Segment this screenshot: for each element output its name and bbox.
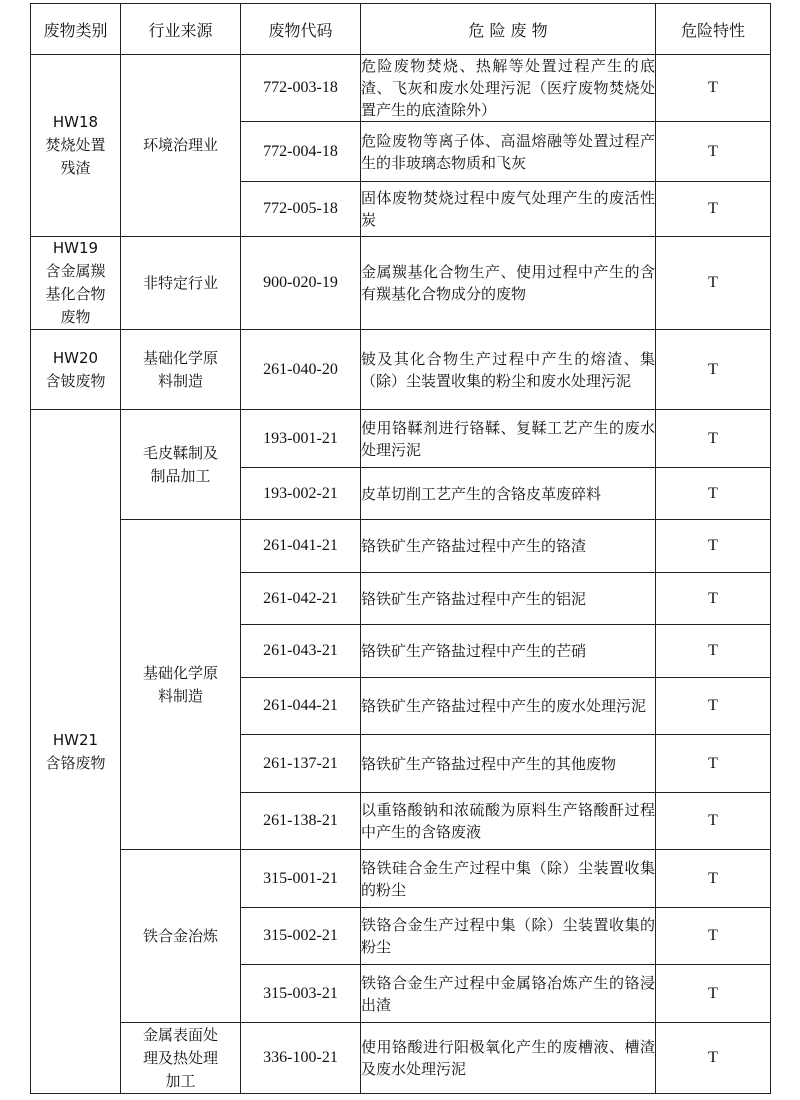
hazard-characteristic-cell: T: [656, 793, 771, 850]
hazard-characteristic-cell: T: [656, 182, 771, 237]
waste-description-cell: 固体废物焚烧过程中废气处理产生的废活性炭: [361, 182, 656, 237]
table-row: [31, 330, 771, 410]
hazard-characteristic-cell: T: [656, 965, 771, 1023]
waste-code-cell: 261-044-21: [241, 678, 361, 735]
waste-description-cell: 铁铬合金生产过程中集（除）尘装置收集的粉尘: [361, 908, 656, 965]
industry-source-cell: 非特定行业: [121, 237, 241, 330]
waste-code-cell: 900-020-19: [241, 237, 361, 330]
waste-code-cell: 261-043-21: [241, 625, 361, 678]
hazard-characteristic-cell: T: [656, 625, 771, 678]
waste-category-cell: HW20 含铍废物: [31, 330, 121, 410]
industry-source-cell: 铁合金冶炼: [121, 850, 241, 1023]
hazard-characteristic-cell: T: [656, 908, 771, 965]
waste-description-cell: 铁铬合金生产过程中金属铬冶炼产生的铬浸出渣: [361, 965, 656, 1023]
hazard-characteristic-cell: T: [656, 1023, 771, 1094]
waste-description-cell: 铬铁硅合金生产过程中集（除）尘装置收集的粉尘: [361, 850, 656, 908]
waste-code-cell: 193-002-21: [241, 468, 361, 520]
hazard-characteristic-cell: T: [656, 735, 771, 793]
hazard-characteristic-cell: T: [656, 55, 771, 122]
hazard-characteristic-cell: T: [656, 850, 771, 908]
header-characteristic: 危险特性: [656, 4, 771, 55]
waste-description-cell: 以重铬酸钠和浓硫酸为原料生产铬酸酐过程中产生的含铬废液: [361, 793, 656, 850]
waste-code-cell: 772-004-18: [241, 122, 361, 182]
waste-description-cell: 使用铬鞣剂进行铬鞣、复鞣工艺产生的废水处理污泥: [361, 410, 656, 468]
table-row: [31, 410, 771, 468]
waste-code-cell: 772-005-18: [241, 182, 361, 237]
header-waste: 危 险 废 物: [361, 4, 656, 55]
hazardous-waste-table: [30, 3, 771, 1094]
table-row: [31, 850, 771, 908]
waste-description-cell: 使用铬酸进行阳极氧化产生的废槽液、槽渣及废水处理污泥: [361, 1023, 656, 1094]
hazard-characteristic-cell: T: [656, 520, 771, 573]
waste-description-cell: 危险废物等离子体、高温熔融等处置过程产生的非玻璃态物质和飞灰: [361, 122, 656, 182]
header-category: 废物类别: [31, 4, 121, 55]
waste-description-cell: 铬铁矿生产铬盐过程中产生的铬渣: [361, 520, 656, 573]
waste-category-cell: HW19 含金属羰 基化合物 废物: [31, 237, 121, 330]
waste-code-cell: 261-137-21: [241, 735, 361, 793]
waste-description-cell: 危险废物焚烧、热解等处置过程产生的底渣、飞灰和废水处理污泥（医疗废物焚烧处置产生的底渣除外）: [361, 55, 656, 122]
waste-code-cell: 261-042-21: [241, 573, 361, 625]
header-row: [31, 4, 771, 55]
hazard-characteristic-cell: T: [656, 678, 771, 735]
header-code: 废物代码: [241, 4, 361, 55]
waste-code-cell: 772-003-18: [241, 55, 361, 122]
industry-source-cell: 环境治理业: [121, 55, 241, 237]
waste-description-cell: 皮革切削工艺产生的含铬皮革废碎料: [361, 468, 656, 520]
waste-code-cell: 315-001-21: [241, 850, 361, 908]
waste-code-cell: 193-001-21: [241, 410, 361, 468]
hazard-characteristic-cell: T: [656, 237, 771, 330]
waste-code-cell: 315-003-21: [241, 965, 361, 1023]
industry-source-cell: 毛皮鞣制及 制品加工: [121, 410, 241, 520]
waste-description-cell: 金属羰基化合物生产、使用过程中产生的含有羰基化合物成分的废物: [361, 237, 656, 330]
waste-code-cell: 261-040-20: [241, 330, 361, 410]
table-row: [31, 520, 771, 573]
waste-code-cell: 261-138-21: [241, 793, 361, 850]
table-row: [31, 237, 771, 330]
waste-category-cell: HW18 焚烧处置 残渣: [31, 55, 121, 237]
header-industry: 行业来源: [121, 4, 241, 55]
industry-source-cell: 金属表面处 理及热处理 加工: [121, 1023, 241, 1094]
hazard-characteristic-cell: T: [656, 468, 771, 520]
waste-category-cell: HW21 含铬废物: [31, 410, 121, 1094]
waste-description-cell: 铍及其化合物生产过程中产生的熔渣、集（除）尘装置收集的粉尘和废水处理污泥: [361, 330, 656, 410]
waste-code-cell: 315-002-21: [241, 908, 361, 965]
waste-code-cell: 261-041-21: [241, 520, 361, 573]
waste-description-cell: 铬铁矿生产铬盐过程中产生的废水处理污泥: [361, 678, 656, 735]
industry-source-cell: 基础化学原 料制造: [121, 330, 241, 410]
hazard-characteristic-cell: T: [656, 330, 771, 410]
waste-code-cell: 336-100-21: [241, 1023, 361, 1094]
hazard-characteristic-cell: T: [656, 410, 771, 468]
hazard-characteristic-cell: T: [656, 122, 771, 182]
table-row: [31, 1023, 771, 1094]
waste-description-cell: 铬铁矿生产铬盐过程中产生的铝泥: [361, 573, 656, 625]
hazard-characteristic-cell: T: [656, 573, 771, 625]
waste-description-cell: 铬铁矿生产铬盐过程中产生的芒硝: [361, 625, 656, 678]
waste-description-cell: 铬铁矿生产铬盐过程中产生的其他废物: [361, 735, 656, 793]
industry-source-cell: 基础化学原 料制造: [121, 520, 241, 850]
table-row: [31, 55, 771, 122]
